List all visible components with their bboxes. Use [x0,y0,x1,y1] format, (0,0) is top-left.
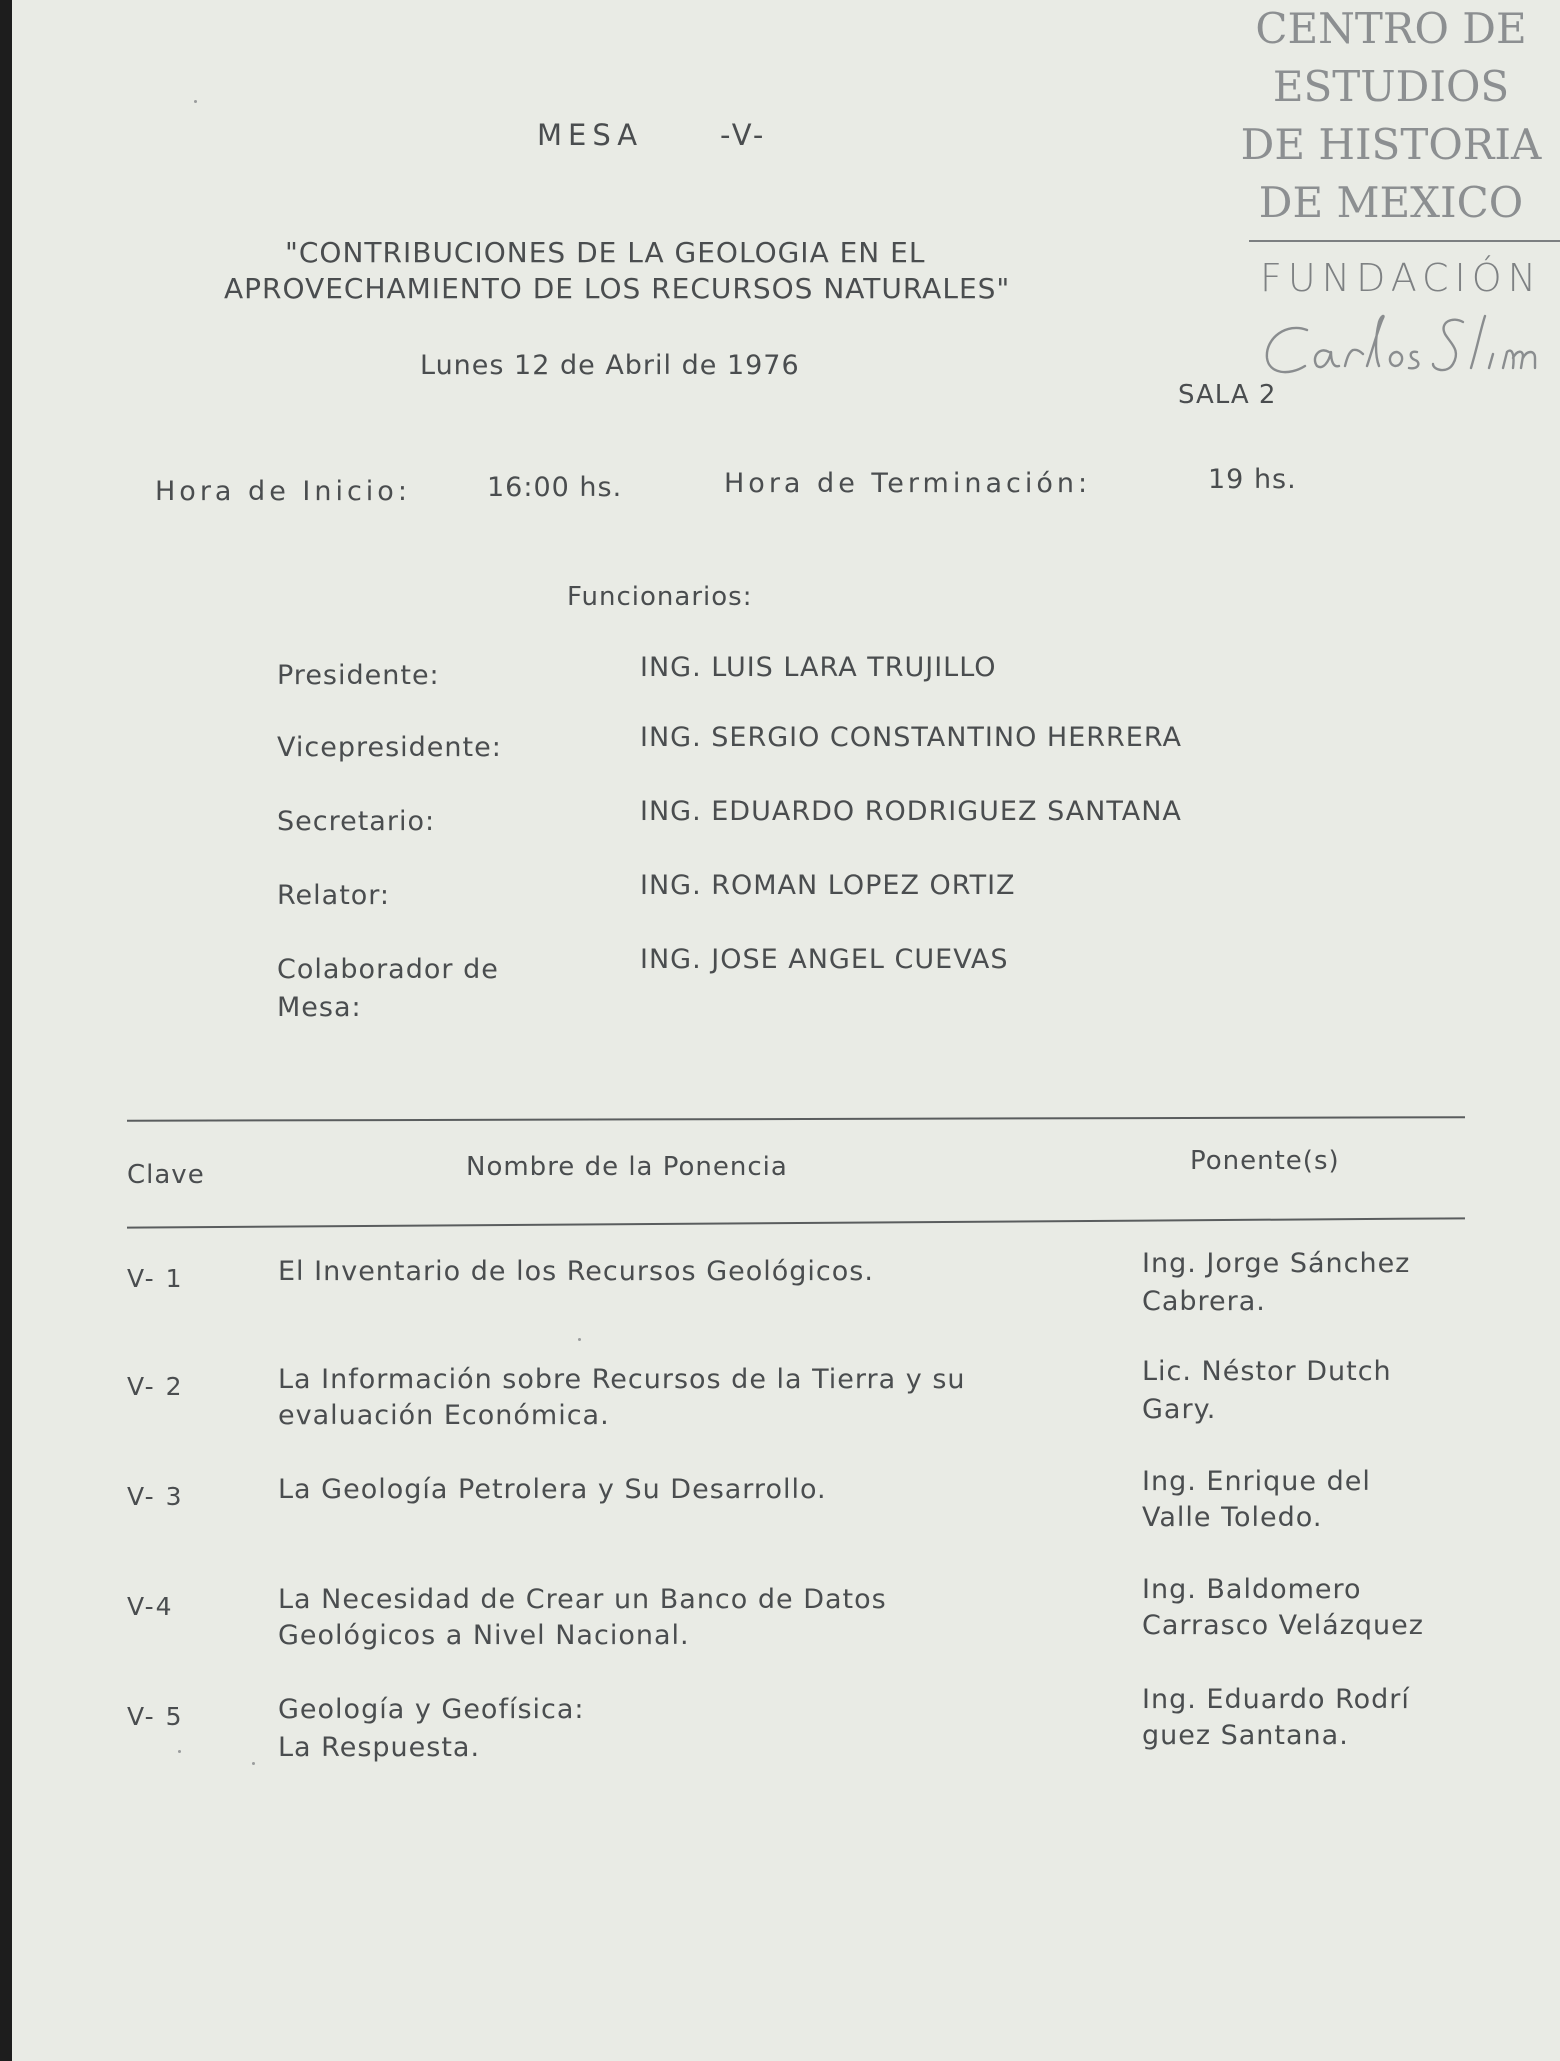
row-5-ponente-line2: guez Santana. [1142,1720,1349,1751]
row-1-ponente-line2: Cabrera. [1142,1286,1266,1317]
row-5-ponente-line1: Ing. Eduardo Rodrí [1142,1684,1410,1715]
stamp-line-4: DE MEXICO [1258,178,1524,227]
stamp-line-1: CENTRO DE [1255,4,1527,53]
row-1-ponente-line1: Ing. Jorge Sánchez [1142,1248,1411,1279]
signature-icon [1257,308,1557,388]
room-label: SALA 2 [1178,380,1277,410]
officials-heading: Funcionarios: [567,582,753,612]
archive-stamp [1222,0,1560,232]
row-2-ponente-line2: Gary. [1142,1394,1217,1425]
row-5-ponencia-line2: La Respuesta. [278,1732,481,1763]
official-name-rapporteur: ING. ROMAN LOPEZ ORTIZ [640,870,1016,901]
official-name-president: ING. LUIS LARA TRUJILLO [640,652,997,683]
speck [178,1750,181,1753]
start-time-label: Hora de Inicio: [155,476,411,507]
official-name-secretary: ING. EDUARDO RODRIGUEZ SANTANA [640,796,1182,827]
row-4-ponencia: La Necesidad de Crear un Banco de Datos Geológicos a Nivel Nacional. [278,1584,887,1651]
stamp-divider [1249,240,1560,242]
mesa-label: MESA [537,118,644,152]
header-clave: Clave [127,1160,205,1190]
official-role-vicepresident: Vicepresidente: [277,732,502,763]
official-role-rapporteur: Relator: [277,880,391,911]
title-line-1: "CONTRIBUCIONES DE LA GEOLOGIA EN EL [285,236,926,269]
official-role-secretary: Secretario: [277,806,436,837]
header-ponencia: Nombre de la Ponencia [466,1152,788,1182]
stamp-line-3: DE HISTORIA [1240,120,1542,169]
fundacion-label: FUNDACIÓN [1260,256,1543,300]
row-3-ponente-line1: Ing. Enrique del [1142,1466,1371,1497]
session-date: Lunes 12 de Abril de 1976 [420,350,800,381]
end-time-value: 19 hs. [1208,464,1297,495]
row-5-clave: V- 5 [127,1702,184,1731]
official-role-collaborator-line2: Mesa: [277,992,362,1023]
official-name-vicepresident: ING. SERGIO CONSTANTINO HERRERA [640,722,1182,753]
speck [194,100,197,103]
row-3-clave: V- 3 [127,1482,184,1511]
start-time-value: 16:00 hs. [487,472,623,503]
stamp-line-2: ESTUDIOS [1272,62,1510,111]
official-name-collaborator: ING. JOSE ANGEL CUEVAS [640,944,1009,975]
row-2-clave: V- 2 [127,1372,184,1401]
mesa-number: -V- [720,118,767,152]
official-role-collaborator: Colaborador de [277,954,499,985]
row-2-ponente-line1: Lic. Néstor Dutch [1142,1356,1392,1387]
header-ponente: Ponente(s) [1190,1146,1340,1176]
speck [252,1762,255,1765]
row-4-ponente-line2: Carrasco Velázquez [1142,1610,1424,1641]
row-4-clave: V-4 [127,1592,174,1621]
table-header-rule [127,1217,1465,1228]
document-page [12,0,1560,2061]
row-3-ponencia: La Geología Petrolera y Su Desarrollo. [278,1474,827,1505]
official-role-president: Presidente: [277,660,440,691]
end-time-label: Hora de Terminación: [724,468,1092,499]
table-top-rule [127,1116,1465,1122]
row-5-ponencia-line1: Geología y Geofísica: [278,1694,585,1725]
title-line-2: APROVECHAMIENTO DE LOS RECURSOS NATURALES" [224,272,1011,305]
row-4-ponente-line1: Ing. Baldomero [1142,1574,1362,1605]
row-2-ponencia: La Información sobre Recursos de la Tierra y su evaluación Económica. [278,1364,966,1431]
row-1-ponencia: El Inventario de los Recursos Geológicos. [278,1256,874,1287]
speck [578,1338,581,1341]
row-3-ponente-line2: Valle Toledo. [1142,1502,1323,1533]
row-1-clave: V- 1 [127,1264,184,1293]
